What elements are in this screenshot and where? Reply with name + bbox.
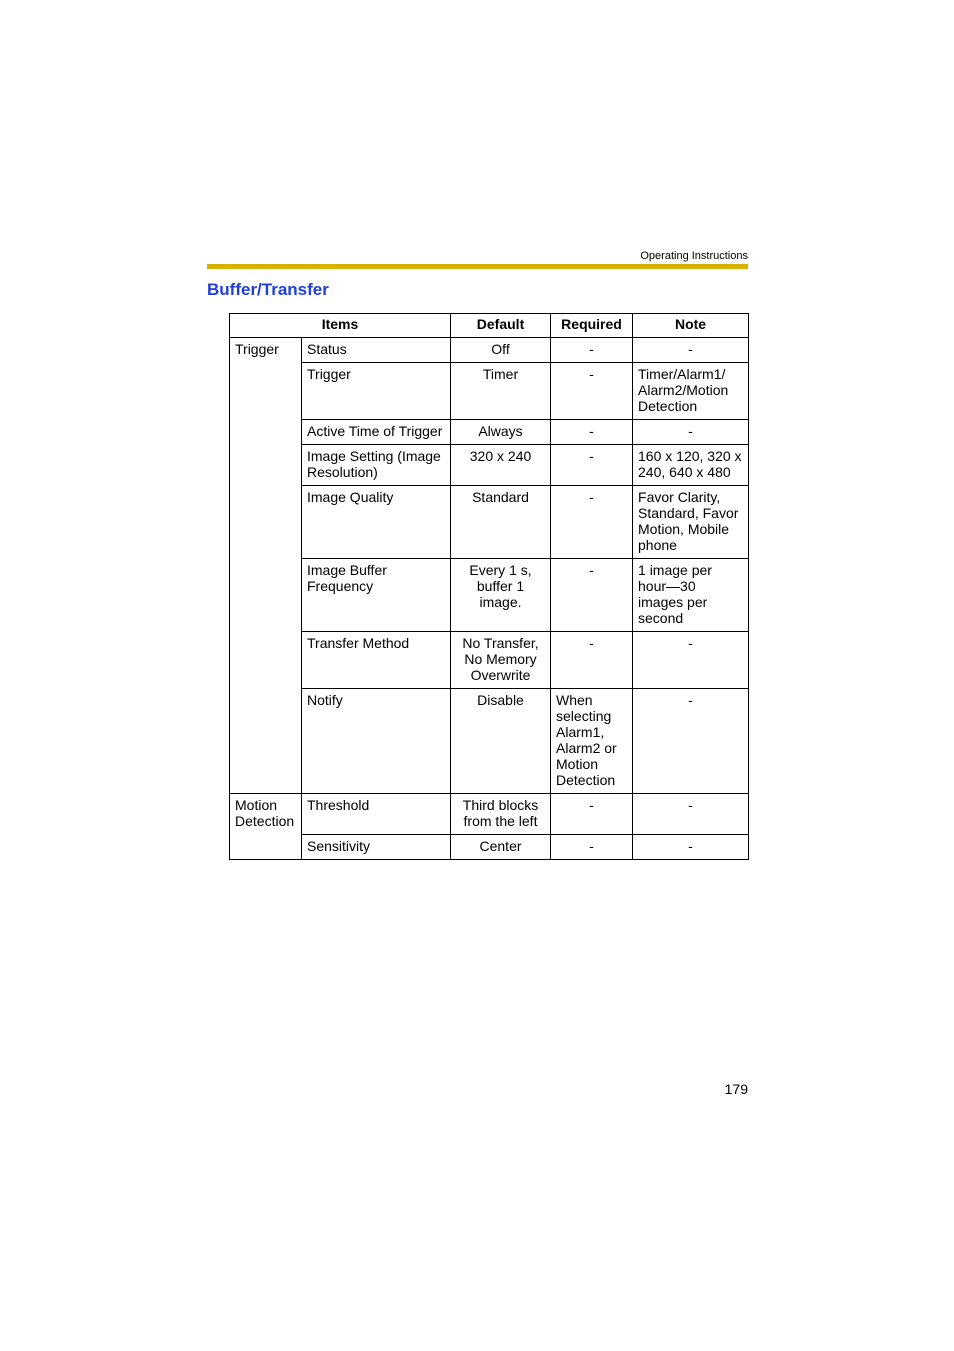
note-cell: - [633, 338, 749, 363]
default-cell: Off [451, 338, 551, 363]
column-header-required: Required [551, 314, 633, 338]
default-cell: Disable [451, 689, 551, 794]
required-cell: - [551, 420, 633, 445]
buffer-transfer-table [229, 313, 749, 860]
note-cell: 1 image per hour—30 images per second [633, 559, 749, 632]
item-cell: Trigger [302, 363, 451, 420]
note-cell: Timer/Alarm1/ Alarm2/Motion Detection [633, 363, 749, 420]
default-cell: 320 x 240 [451, 445, 551, 486]
required-cell: When selecting Alarm1, Alarm2 or Motion Detection [551, 689, 633, 794]
header-rule [207, 264, 748, 269]
page-number: 179 [724, 1081, 748, 1097]
note-cell: 160 x 120, 320 x 240, 640 x 480 [633, 445, 749, 486]
default-cell: No Transfer, No Memory Overwrite [451, 632, 551, 689]
default-cell: Timer [451, 363, 551, 420]
item-cell: Sensitivity [302, 835, 451, 860]
item-cell: Notify [302, 689, 451, 794]
default-cell: Every 1 s, buffer 1 image. [451, 559, 551, 632]
table-row [230, 445, 749, 486]
group-label: Trigger [230, 338, 302, 794]
column-header-items: Items [230, 314, 451, 338]
table-header-row [230, 314, 749, 338]
section-title: Buffer/Transfer [207, 280, 329, 299]
default-cell: Center [451, 835, 551, 860]
table-row [230, 835, 749, 860]
required-cell: - [551, 632, 633, 689]
required-cell: - [551, 445, 633, 486]
note-cell: - [633, 632, 749, 689]
default-cell: Standard [451, 486, 551, 559]
table-row [230, 559, 749, 632]
table-row [230, 363, 749, 420]
item-cell: Active Time of Trigger [302, 420, 451, 445]
required-cell: - [551, 338, 633, 363]
item-cell: Image Quality [302, 486, 451, 559]
required-cell: - [551, 363, 633, 420]
column-header-note: Note [633, 314, 749, 338]
item-cell: Transfer Method [302, 632, 451, 689]
required-cell: - [551, 486, 633, 559]
column-header-default: Default [451, 314, 551, 338]
table-row [230, 338, 749, 363]
default-cell: Third blocks from the left [451, 794, 551, 835]
table-row [230, 632, 749, 689]
default-cell: Always [451, 420, 551, 445]
note-cell: - [633, 794, 749, 835]
running-header: Operating Instructions [640, 250, 748, 262]
item-cell: Image Buffer Frequency [302, 559, 451, 632]
table-row [230, 486, 749, 559]
item-cell: Threshold [302, 794, 451, 835]
item-cell: Status [302, 338, 451, 363]
table-row [230, 689, 749, 794]
note-cell: - [633, 689, 749, 794]
table-row [230, 794, 749, 835]
table-row [230, 420, 749, 445]
note-cell: - [633, 835, 749, 860]
required-cell: - [551, 559, 633, 632]
required-cell: - [551, 794, 633, 835]
required-cell: - [551, 835, 633, 860]
item-cell: Image Setting (Image Resolution) [302, 445, 451, 486]
group-label: Motion Detection [230, 794, 302, 860]
note-cell: Favor Clarity, Standard, Favor Motion, Mobile phone [633, 486, 749, 559]
note-cell: - [633, 420, 749, 445]
